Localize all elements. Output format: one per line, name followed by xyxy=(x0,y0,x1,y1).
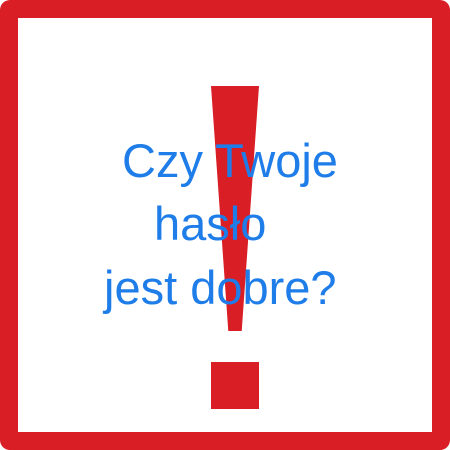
message-line-1: Czy Twoje xyxy=(122,134,338,187)
message-line-3: jest dobre? xyxy=(104,261,337,314)
message-line-2: hasło xyxy=(154,197,267,250)
exclamation-dot-icon xyxy=(211,362,259,409)
